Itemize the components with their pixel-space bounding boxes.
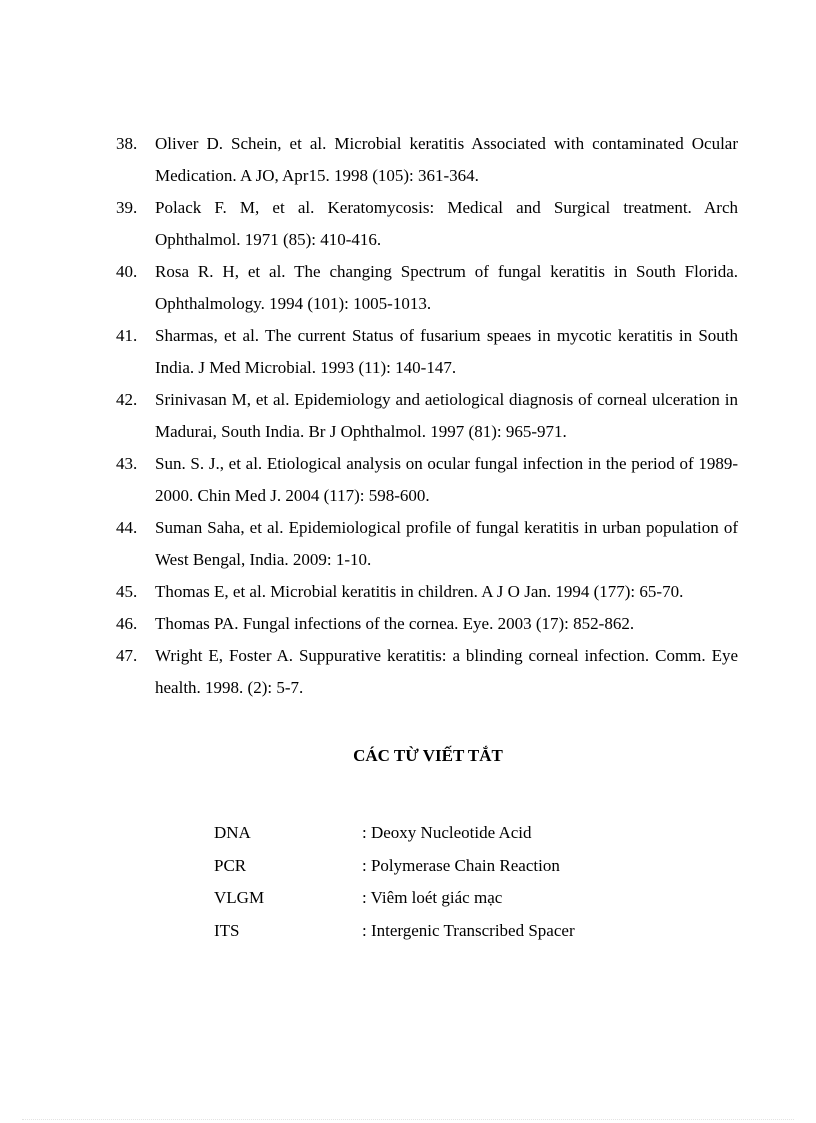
reference-text: Thomas E, et al. Microbial keratitis in children. A J O Jan. 1994 (177): 65-70.	[155, 582, 684, 601]
reference-number: 42.	[116, 390, 138, 409]
reference-text: Rosa R. H, et al. The changing Spectrum of fungal keratitis in South Florida. Ophthalmology. 1994 (101): 1005-1013.	[155, 262, 738, 313]
abbreviation-term: ITS	[214, 920, 240, 940]
abbreviation-list	[214, 817, 575, 947]
abbreviation-definition: : Polymerase Chain Reaction	[362, 855, 560, 875]
abbreviation-term: DNA	[214, 823, 251, 842]
reference-item	[116, 384, 738, 448]
reference-text: Oliver D. Schein, et al. Microbial keratitis Associated with contaminated Ocular Medication. A JO, Apr15. 1998 (105): 361-364.	[155, 134, 738, 185]
reference-text: Suman Saha, et al. Epidemiological profile of fungal keratitis in urban population of West Bengal, India. 2009: 1-10.	[155, 518, 738, 569]
reference-text: Thomas PA. Fungal infections of the cornea. Eye. 2003 (17): 852-862.	[155, 614, 635, 633]
reference-number: 38.	[116, 134, 138, 153]
reference-list	[116, 128, 738, 704]
reference-text: Wright E, Foster A. Suppurative keratitis: a blinding corneal infection. Comm. Eye health. 1998. (2): 5-7.	[155, 646, 738, 697]
reference-number: 47.	[116, 646, 138, 665]
abbreviation-term: PCR	[214, 855, 247, 875]
reference-item	[116, 576, 738, 608]
reference-number: 44.	[116, 518, 138, 537]
abbreviation-definition: : Intergenic Transcribed Spacer	[362, 920, 575, 940]
reference-text: Polack F. M, et al. Keratomycosis: Medical and Surgical treatment. Arch Ophthalmol. 1971 (85): 410-416.	[155, 198, 738, 249]
reference-number: 40.	[116, 262, 138, 281]
reference-number: 46.	[116, 614, 138, 633]
reference-item	[116, 448, 738, 512]
reference-item	[116, 608, 738, 640]
abbreviation-row	[214, 817, 575, 850]
reference-text: Sun. S. J., et al. Etiological analysis on ocular fungal infection in the period of 1989-2000. Chin Med J. 2004 (117): 598-600.	[155, 454, 738, 505]
reference-item	[116, 320, 738, 384]
abbreviation-term: VLGM	[214, 888, 265, 907]
reference-item	[116, 640, 738, 704]
abbreviation-row	[214, 850, 575, 883]
reference-item	[116, 192, 738, 256]
reference-number: 45.	[116, 582, 138, 601]
reference-item	[116, 256, 738, 320]
reference-item	[116, 512, 738, 576]
abbreviation-row	[214, 882, 575, 915]
abbreviations-heading: CÁC TỪ VIẾT TẮT	[353, 746, 503, 765]
abbreviation-definition: : Deoxy Nucleotide Acid	[362, 823, 532, 842]
page-bottom-divider	[22, 1119, 794, 1120]
reference-number: 41.	[116, 326, 138, 345]
reference-item	[116, 128, 738, 192]
reference-text: Srinivasan M, et al. Epidemiology and aetiological diagnosis of corneal ulceration in Madurai, South India. Br J Ophthalmol. 1997 (81): 965-971.	[155, 390, 738, 441]
reference-number: 43.	[116, 454, 138, 473]
abbreviation-definition: : Viêm loét giác mạc	[362, 888, 503, 907]
reference-text: Sharmas, et al. The current Status of fusarium speaes in mycotic keratitis in South India. J Med Microbial. 1993 (11): 140-147.	[155, 326, 738, 377]
reference-number: 39.	[116, 198, 138, 217]
abbreviation-row	[214, 915, 575, 948]
